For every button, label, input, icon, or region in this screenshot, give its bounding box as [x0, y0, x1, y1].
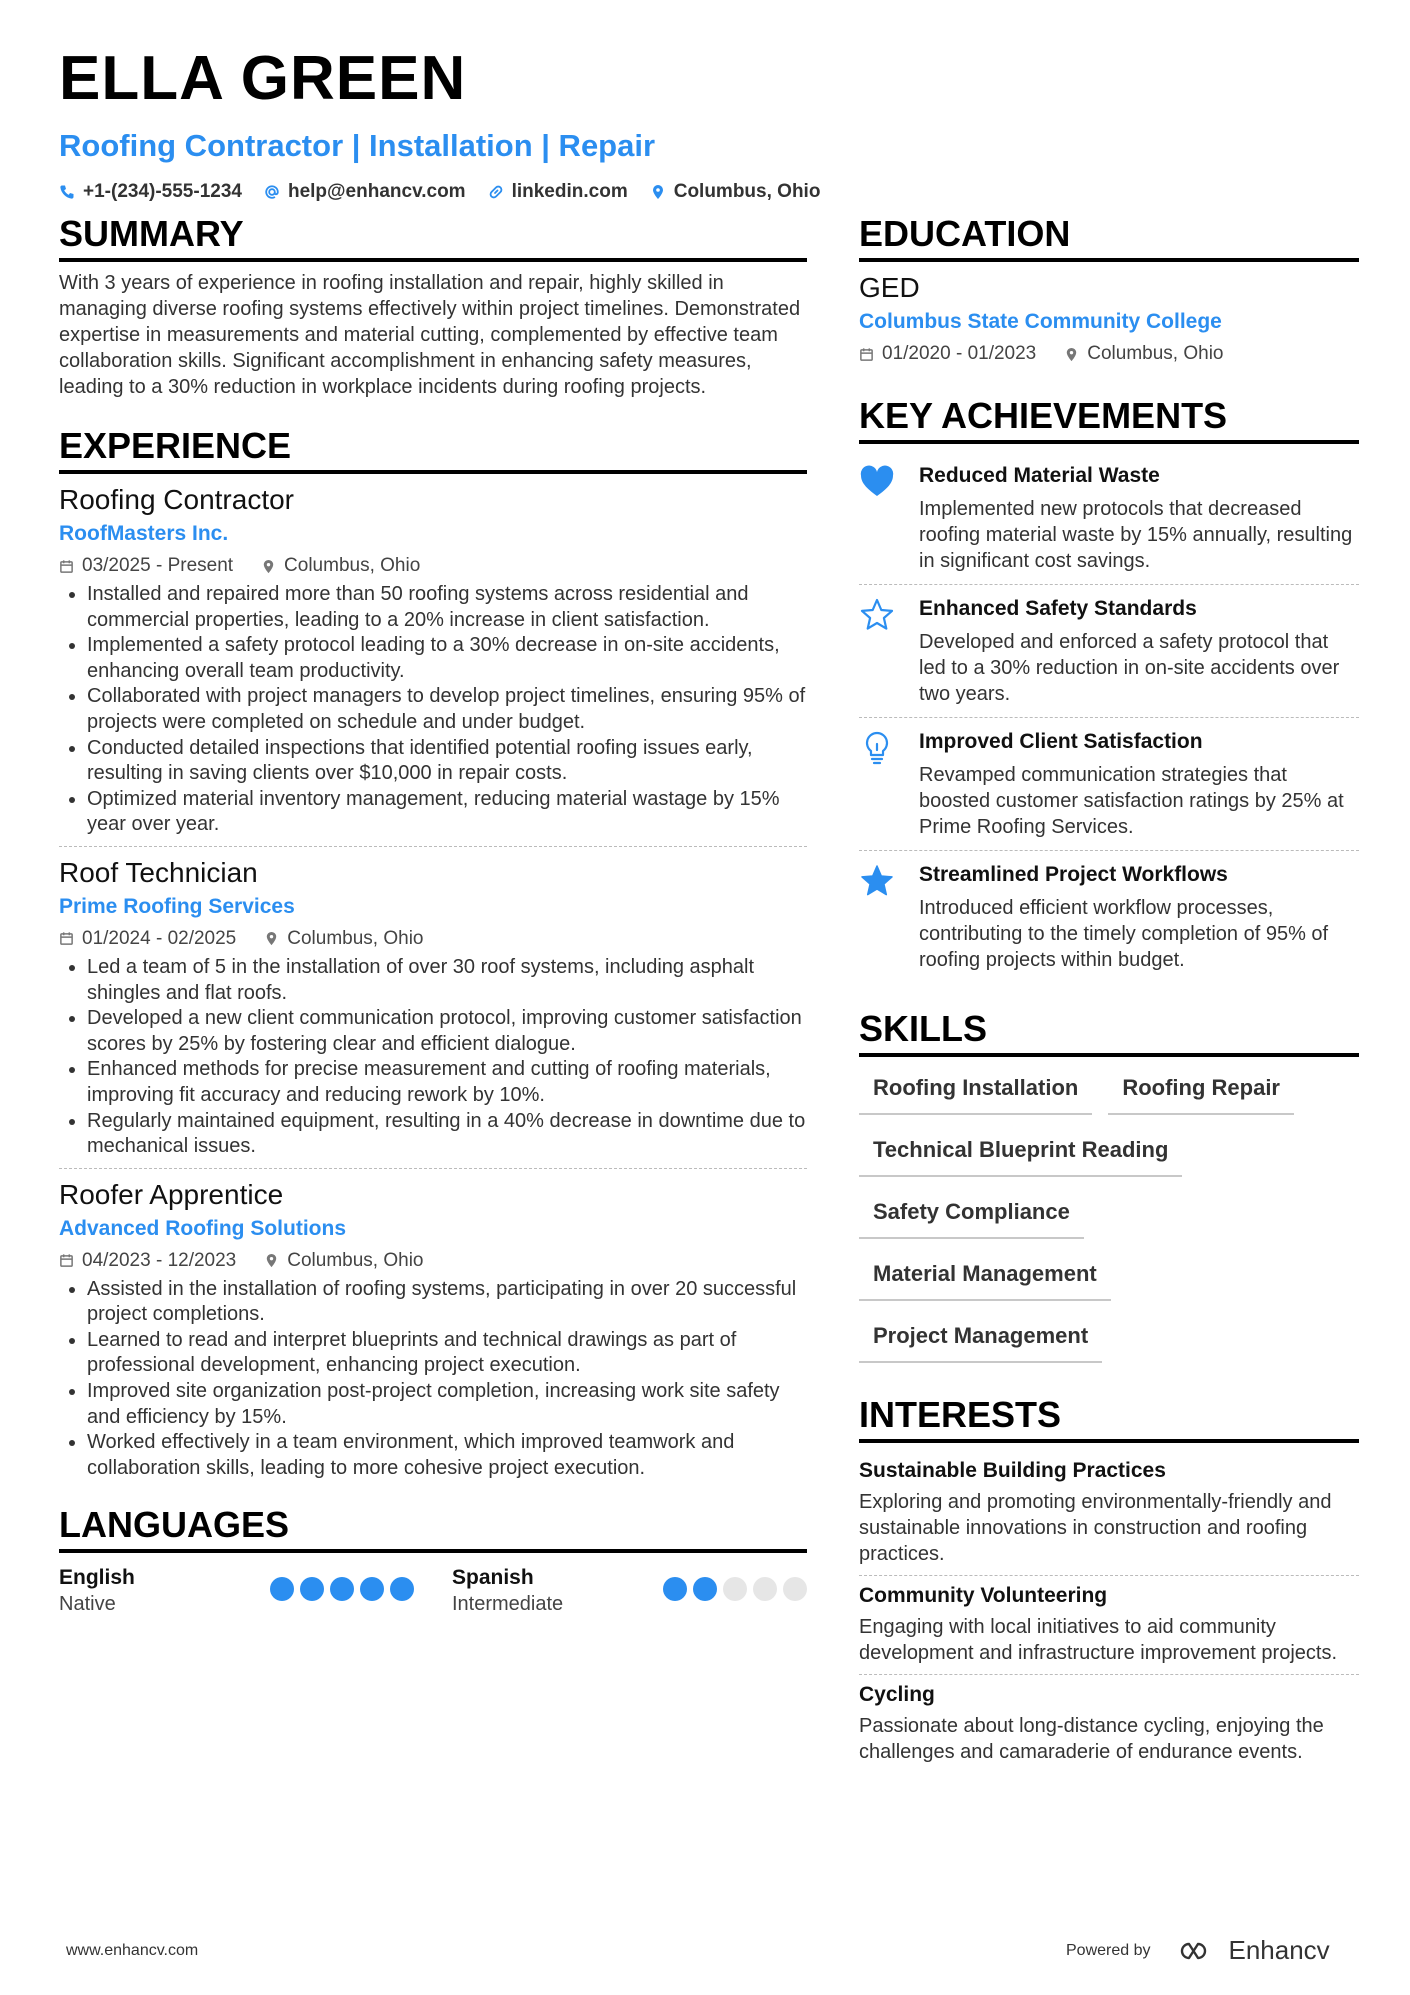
achievement-title: Streamlined Project Workflows: [919, 863, 1228, 886]
education-heading: EDUCATION: [859, 216, 1359, 262]
interest-title: Cycling: [859, 1683, 935, 1706]
company-name[interactable]: Advanced Roofing Solutions: [59, 1216, 346, 1240]
degree-name: GED: [859, 272, 920, 303]
job-dates: 03/2025 - Present: [82, 555, 234, 576]
phone-icon: [59, 184, 75, 200]
achievement-desc: Introduced efficient workflow processes, contributing to the timely completion of 95% of roofing projects within budget.: [919, 897, 1329, 971]
rating-dot-filled: [663, 1577, 687, 1601]
contact-bar: [59, 181, 1359, 203]
education-location: Columbus, Ohio: [1087, 343, 1224, 364]
rating-dot-empty: [753, 1577, 777, 1601]
job-location: Columbus, Ohio: [284, 555, 421, 576]
summary-heading: SUMMARY: [59, 216, 807, 262]
achievement-item: [859, 717, 1359, 850]
rating-dot-filled: [390, 1577, 414, 1601]
bullet-item: • Improved site organization post-project completion, increasing work site safety and efficiency by 15%.: [87, 1379, 807, 1430]
bullet-item: • Regularly maintained equipment, resulting in a 40% decrease in downtime due to mechanical issues.: [87, 1109, 807, 1160]
school-name[interactable]: Columbus State Community College: [859, 310, 1222, 333]
interest-title: Community Volunteering: [859, 1584, 1108, 1607]
rating-dot-filled: [693, 1577, 717, 1601]
education-meta: [859, 340, 1359, 368]
candidate-name: ELLA GREEN: [59, 44, 467, 113]
languages-heading: LANGUAGES: [59, 1507, 807, 1553]
language-rating: [663, 1577, 807, 1617]
enhancv-logo-icon: [1175, 1939, 1221, 1963]
calendar-icon: [59, 559, 74, 574]
language-item: [452, 1565, 807, 1617]
location-pin-icon: [264, 1253, 279, 1268]
job-title: Roof Technician: [59, 856, 258, 888]
calendar-icon: [59, 1253, 74, 1268]
achievement-desc: Developed and enforced a safety protocol that led to a 30% reduction in on-site accidents over two years.: [919, 631, 1340, 705]
job-entry: [59, 482, 807, 846]
job-meta: [59, 1247, 807, 1275]
bullet-item: • Assisted in the installation of roofing systems, participating in over 20 successful project completions.: [87, 1277, 807, 1328]
interest-item: [859, 1575, 1359, 1674]
bullet-item: • Collaborated with project managers to develop project timelines, ensuring 95% of projects were completed on schedule and under budget.: [87, 684, 807, 735]
achievement-title: Enhanced Safety Standards: [919, 597, 1197, 620]
email-text: help@enhancv.com: [287, 181, 466, 202]
skill-list: [859, 1065, 1359, 1375]
calendar-icon: [859, 347, 874, 362]
language-name: Spanish: [452, 1566, 534, 1590]
skills-section: [859, 1008, 1359, 1375]
interest-desc: Engaging with local initiatives to aid community development and infrastructure improvement projects.: [859, 1616, 1338, 1664]
phone-text: +1-(234)-555-1234: [83, 181, 242, 202]
contact-phone[interactable]: [59, 181, 242, 203]
rating-dot-empty: [783, 1577, 807, 1601]
location-pin-icon: [1064, 347, 1079, 362]
skill-tag: Safety Compliance: [859, 1189, 1084, 1239]
contact-email[interactable]: [264, 181, 466, 203]
education-dates: 01/2020 - 01/2023: [882, 343, 1037, 364]
bullet-item: • Worked effectively in a team environment, which improved teamwork and collaboration skills, leading to more cohesive project execution.: [87, 1430, 807, 1481]
bullet-item: • Learned to read and interpret blueprints and technical drawings as part of professional development, enhancing project execution.: [87, 1328, 807, 1379]
left-column: [59, 213, 807, 1617]
job-title: Roofing Contractor: [59, 484, 295, 515]
interests-section: [859, 1394, 1359, 1773]
skill-tag: Project Management: [859, 1313, 1102, 1363]
skill-tag: Material Management: [859, 1251, 1111, 1301]
job-location: Columbus, Ohio: [287, 927, 424, 949]
star-filled-icon: [859, 863, 895, 899]
job-bullets: [59, 582, 807, 838]
job-meta: [59, 552, 807, 580]
bullet-item: • Led a team of 5 in the installation of over 30 roof systems, including asphalt shingles and flat roofs.: [87, 955, 807, 1006]
at-icon: [264, 184, 280, 200]
language-level: Native: [59, 1593, 116, 1616]
achievements-heading: KEY ACHIEVEMENTS: [859, 398, 1359, 444]
footer-website[interactable]: www.enhancv.com: [66, 1942, 199, 1959]
job-bullets: [59, 1277, 807, 1482]
skills-heading: SKILLS: [859, 1011, 1359, 1057]
job-dates: 04/2023 - 12/2023: [82, 1249, 237, 1271]
interest-desc: Exploring and promoting environmentally-friendly and sustainable innovations in construction and roofing practices.: [859, 1491, 1332, 1565]
achievements-section: [859, 395, 1359, 983]
education-section: [859, 213, 1359, 368]
summary-text: With 3 years of experience in roofing installation and repair, highly skilled in managing diverse roofing systems effectively within project timelines. Demonstrated expertise in measurements and material cutting, complemented by effective team collaboration skills. Significant accomplishment in enhancing safety measures, leading to a 30% reduction in workplace incidents during roofing projects.: [59, 272, 801, 398]
bullet-item: • Installed and repaired more than 50 roofing systems across residential and commercial properties, leading to a 20% increase in client satisfaction.: [87, 582, 807, 633]
language-rating: [270, 1577, 414, 1617]
star-outline-icon: [859, 597, 895, 633]
rating-dot-empty: [723, 1577, 747, 1601]
rating-dot-filled: [360, 1577, 384, 1601]
achievement-title: Improved Client Satisfaction: [919, 730, 1203, 753]
footer-branding: [1066, 1935, 1330, 1966]
job-location: Columbus, Ohio: [287, 1249, 424, 1271]
achievement-item: [859, 850, 1359, 983]
bullet-item: • Conducted detailed inspections that identified potential roofing issues early, resulting in saving clients over $10,000 in repair costs.: [87, 736, 807, 787]
language-level: Intermediate: [452, 1593, 564, 1616]
company-name[interactable]: Prime Roofing Services: [59, 894, 295, 918]
heart-icon: [859, 464, 895, 500]
contact-linkedin[interactable]: [488, 181, 628, 203]
linkedin-text: linkedin.com: [511, 181, 628, 202]
interest-title: Sustainable Building Practices: [859, 1459, 1166, 1482]
job-title: Roofer Apprentice: [59, 1178, 284, 1210]
bullet-item: • Implemented a safety protocol leading to a 30% decrease in on-site accidents, enhancing overall team productivity.: [87, 633, 807, 684]
rating-dot-filled: [300, 1577, 324, 1601]
resume-header: [59, 40, 1359, 203]
achievement-title: Reduced Material Waste: [919, 464, 1160, 487]
location-pin-icon: [261, 559, 276, 574]
job-entry: [59, 1168, 807, 1490]
link-icon: [488, 184, 504, 200]
job-bullets: [59, 955, 807, 1160]
achievement-desc: Implemented new protocols that decreased roofing material waste by 15% annually, resulting in significant cost savings.: [919, 498, 1353, 572]
language-name: English: [59, 1566, 135, 1590]
contact-location: [650, 181, 821, 203]
interest-desc: Passionate about long-distance cycling, enjoying the challenges and camaraderie of endurance events.: [859, 1715, 1324, 1763]
experience-heading: EXPERIENCE: [59, 428, 807, 474]
skill-tag: Technical Blueprint Reading: [859, 1127, 1182, 1177]
job-meta: [59, 925, 807, 953]
language-list: [59, 1565, 807, 1617]
right-column: [859, 213, 1359, 1773]
interests-heading: INTERESTS: [859, 1397, 1359, 1443]
experience-section: [59, 425, 807, 1489]
location-text: Columbus, Ohio: [673, 181, 821, 202]
interest-item: [859, 1674, 1359, 1773]
powered-by-label: Powered by: [1066, 1941, 1151, 1959]
lightbulb-icon: [859, 730, 895, 766]
languages-section: [59, 1504, 807, 1617]
enhancv-logo[interactable]: [1175, 1935, 1330, 1966]
skill-tag: Roofing Installation: [859, 1065, 1092, 1115]
achievement-item: [859, 452, 1359, 584]
calendar-icon: [59, 931, 74, 946]
job-entry: [59, 846, 807, 1168]
rating-dot-filled: [270, 1577, 294, 1601]
bullet-item: • Optimized material inventory management, reducing material wastage by 15% year over year.: [87, 787, 807, 838]
achievement-desc: Revamped communication strategies that boosted customer satisfaction ratings by 25% at Prime Roofing Services.: [919, 764, 1344, 838]
summary-section: [59, 213, 807, 400]
candidate-title: Roofing Contractor | Installation | Repair: [59, 128, 656, 163]
bullet-item: • Developed a new client communication protocol, improving customer satisfaction scores by 25% by fostering clear and efficient dialogue.: [87, 1006, 807, 1057]
interest-item: [859, 1451, 1359, 1575]
brand-name: Enhancv: [1228, 1935, 1330, 1965]
rating-dot-filled: [330, 1577, 354, 1601]
achievement-item: [859, 584, 1359, 717]
location-pin-icon: [650, 184, 666, 200]
company-name[interactable]: RoofMasters Inc.: [59, 522, 229, 545]
bullet-item: • Enhanced methods for precise measurement and cutting of roofing materials, improving fit accuracy and reducing rework by 10%.: [87, 1057, 807, 1108]
skill-tag: Roofing Repair: [1108, 1065, 1294, 1115]
job-dates: 01/2024 - 02/2025: [82, 927, 237, 949]
language-item: [59, 1565, 414, 1617]
location-pin-icon: [264, 931, 279, 946]
